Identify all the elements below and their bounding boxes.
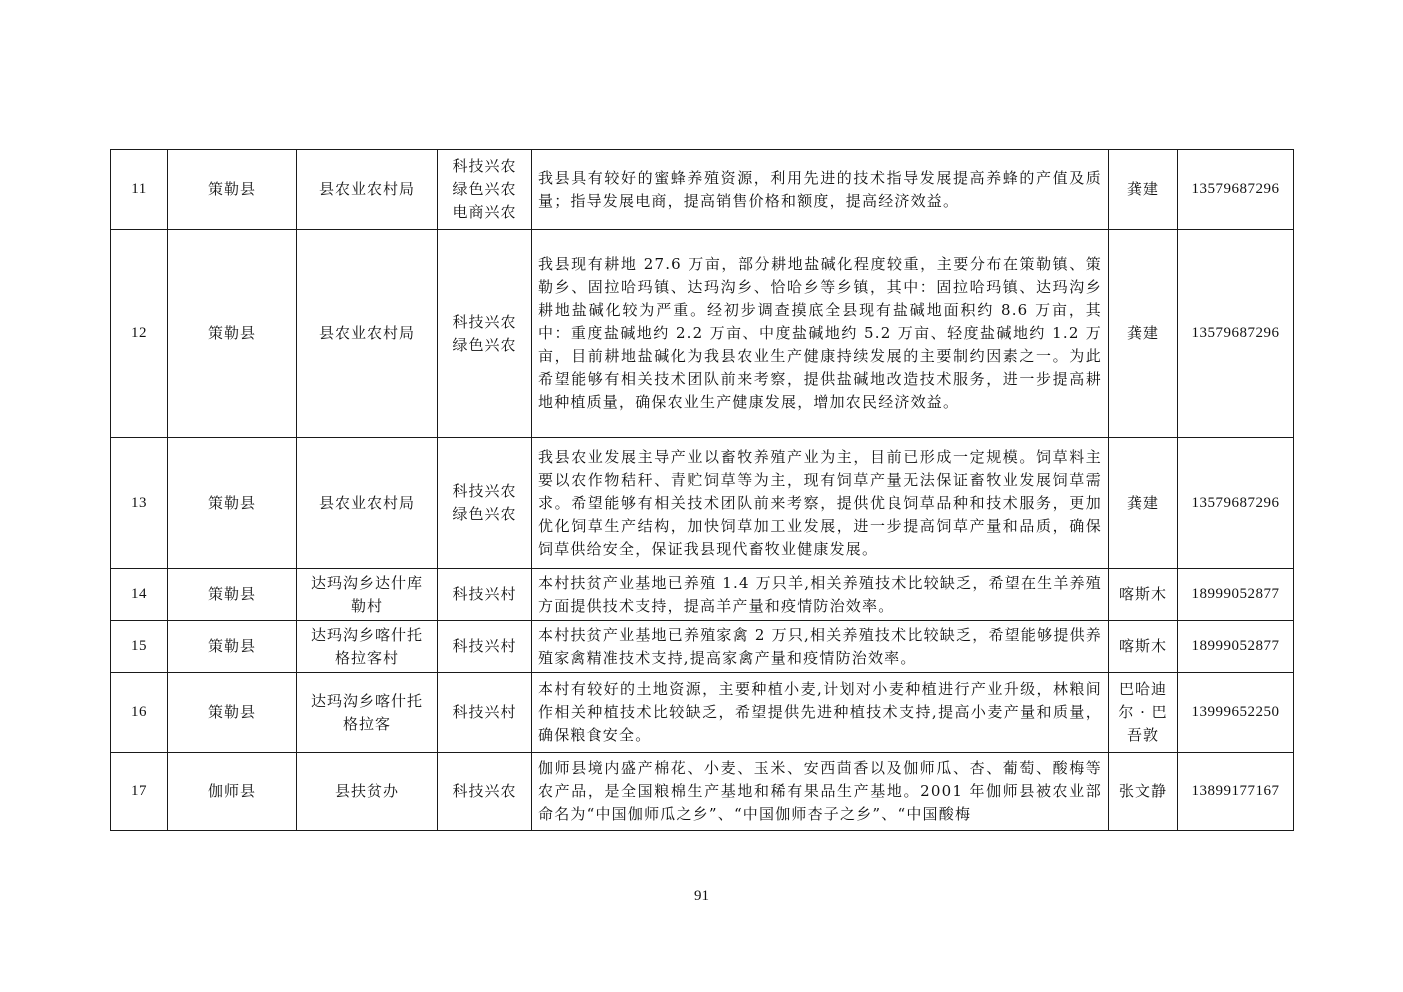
type-line: 科技兴农 [452, 157, 517, 175]
phone-cell: 13579687296 [1178, 438, 1294, 569]
table-row [111, 569, 1294, 621]
description-cell: 我县现有耕地 27.6 万亩，部分耕地盐碱化程度较重，主要分布在策勒镇、策勒乡、固拉哈玛镇、达玛沟乡、恰哈乡等乡镇，其中：固拉哈玛镇、达玛沟乡耕地盐碱化较为严重。经初步调查摸底全县现有盐碱地面积约 8.6 万亩，其中：重度盐碱地约 2.2 万亩、中度盐碱地约 5.2 万亩、轻度盐碱地约 1.2 万亩，目前耕地盐碱化为我县农业生产健康持续发展的主要制约因素之一。为此希望能够有相关技术团队前来考察，提供盐碱地改造技术服务，进一步提高耕地种植质量，确保农业生产健康发展，增加农民经济效益。 [532, 230, 1109, 438]
row-number: 14 [111, 569, 168, 621]
county-cell: 策勒县 [168, 621, 297, 673]
county-cell: 策勒县 [168, 569, 297, 621]
unit-cell: 县农业农村局 [297, 230, 438, 438]
type-line: 科技兴农 [452, 482, 517, 500]
type-cell: 科技兴村 [438, 673, 532, 753]
phone-cell: 13899177167 [1178, 753, 1294, 831]
unit-cell: 县农业农村局 [297, 150, 438, 230]
type-cell: 科技兴村 [438, 621, 532, 673]
row-number: 11 [111, 150, 168, 230]
row-number: 13 [111, 438, 168, 569]
description-cell: 我县具有较好的蜜蜂养殖资源，利用先进的技术指导发展提高养蜂的产值及质量；指导发展电商，提高销售价格和额度，提高经济效益。 [532, 150, 1109, 230]
type-cell: 科技兴农 [438, 753, 532, 831]
row-number: 17 [111, 753, 168, 831]
type-line: 科技兴农 [452, 312, 517, 331]
table-row [111, 673, 1294, 753]
contact-cell: 张文静 [1109, 753, 1178, 831]
description-cell: 本村扶贫产业基地已养殖 1.4 万只羊,相关养殖技术比较缺乏，希望在生羊养殖方面提供技术支持，提高羊产量和疫情防治效率。 [532, 569, 1109, 621]
contact-cell: 喀斯木 [1109, 569, 1178, 621]
unit-line: 达玛沟乡喀什托 [310, 625, 423, 644]
description-cell: 伽师县境内盛产棉花、小麦、玉米、安西茴香以及伽师瓜、杏、葡萄、酸梅等农产品，是全国粮棉生产基地和稀有果品生产基地。2001 年伽师县被农业部命名为“中国伽师瓜之乡”、“中国伽师杏子之乡”、“中国酸梅 [532, 753, 1109, 831]
row-number: 15 [111, 621, 168, 673]
table-row [111, 753, 1294, 831]
table-row [111, 621, 1294, 673]
unit-cell [297, 673, 438, 753]
unit-line: 格拉客 [342, 714, 391, 733]
contact-cell: 喀斯木 [1109, 621, 1178, 673]
type-cell [438, 230, 532, 438]
data-table [110, 149, 1294, 831]
table-row [111, 230, 1294, 438]
contact-line: 巴哈迪 [1118, 680, 1167, 698]
type-cell: 科技兴村 [438, 569, 532, 621]
county-cell: 策勒县 [168, 150, 297, 230]
unit-cell [297, 621, 438, 673]
unit-cell: 县扶贫办 [297, 753, 438, 831]
contact-cell: 龚建 [1109, 438, 1178, 569]
row-number: 12 [111, 230, 168, 438]
description-cell: 本村扶贫产业基地已养殖家禽 2 万只,相关养殖技术比较缺乏，希望能够提供养殖家禽精准技术支持,提高家禽产量和疫情防治效率。 [532, 621, 1109, 673]
unit-line: 勒村 [350, 596, 383, 615]
county-cell: 伽师县 [168, 753, 297, 831]
contact-line: 尔 · 巴 [1118, 703, 1168, 721]
description-cell: 本村有较好的土地资源，主要种植小麦,计划对小麦种植进行产业升级，林粮间作相关种植技术比较缺乏，希望提供先进种植技术支持,提高小麦产量和质量，确保粮食安全。 [532, 673, 1109, 753]
unit-line: 格拉客村 [334, 648, 399, 667]
contact-cell: 龚建 [1109, 150, 1178, 230]
county-cell: 策勒县 [168, 230, 297, 438]
unit-line: 达玛沟乡达什库 [310, 573, 423, 592]
contact-cell: 龚建 [1109, 230, 1178, 438]
type-cell [438, 438, 532, 569]
phone-cell: 18999052877 [1178, 621, 1294, 673]
county-cell: 策勒县 [168, 673, 297, 753]
type-line: 绿色兴农 [452, 505, 517, 523]
page-number: 91 [694, 888, 709, 904]
type-cell [438, 150, 532, 230]
table-row [111, 438, 1294, 569]
table-row [111, 150, 1294, 230]
phone-cell: 13579687296 [1178, 230, 1294, 438]
row-number: 16 [111, 673, 168, 753]
phone-cell: 13579687296 [1178, 150, 1294, 230]
type-line: 绿色兴农 [452, 180, 517, 198]
type-line: 绿色兴农 [452, 335, 517, 354]
phone-cell: 13999652250 [1178, 673, 1294, 753]
county-cell: 策勒县 [168, 438, 297, 569]
contact-cell [1109, 673, 1178, 753]
type-line: 电商兴农 [452, 203, 517, 221]
unit-line: 达玛沟乡喀什托 [310, 691, 423, 710]
phone-cell: 18999052877 [1178, 569, 1294, 621]
unit-cell [297, 569, 438, 621]
unit-cell: 县农业农村局 [297, 438, 438, 569]
contact-line: 吾敦 [1126, 726, 1159, 744]
description-cell: 我县农业发展主导产业以畜牧养殖产业为主，目前已形成一定规模。饲草料主要以农作物秸秆、青贮饲草等为主，现有饲草产量无法保证畜牧业发展饲草需求。希望能够有相关技术团队前来考察，提供优良饲草品种和技术服务，更加优化饲草生产结构，加快饲草加工业发展，进一步提高饲草产量和品质，确保饲草供给安全，保证我县现代畜牧业健康发展。 [532, 438, 1109, 569]
